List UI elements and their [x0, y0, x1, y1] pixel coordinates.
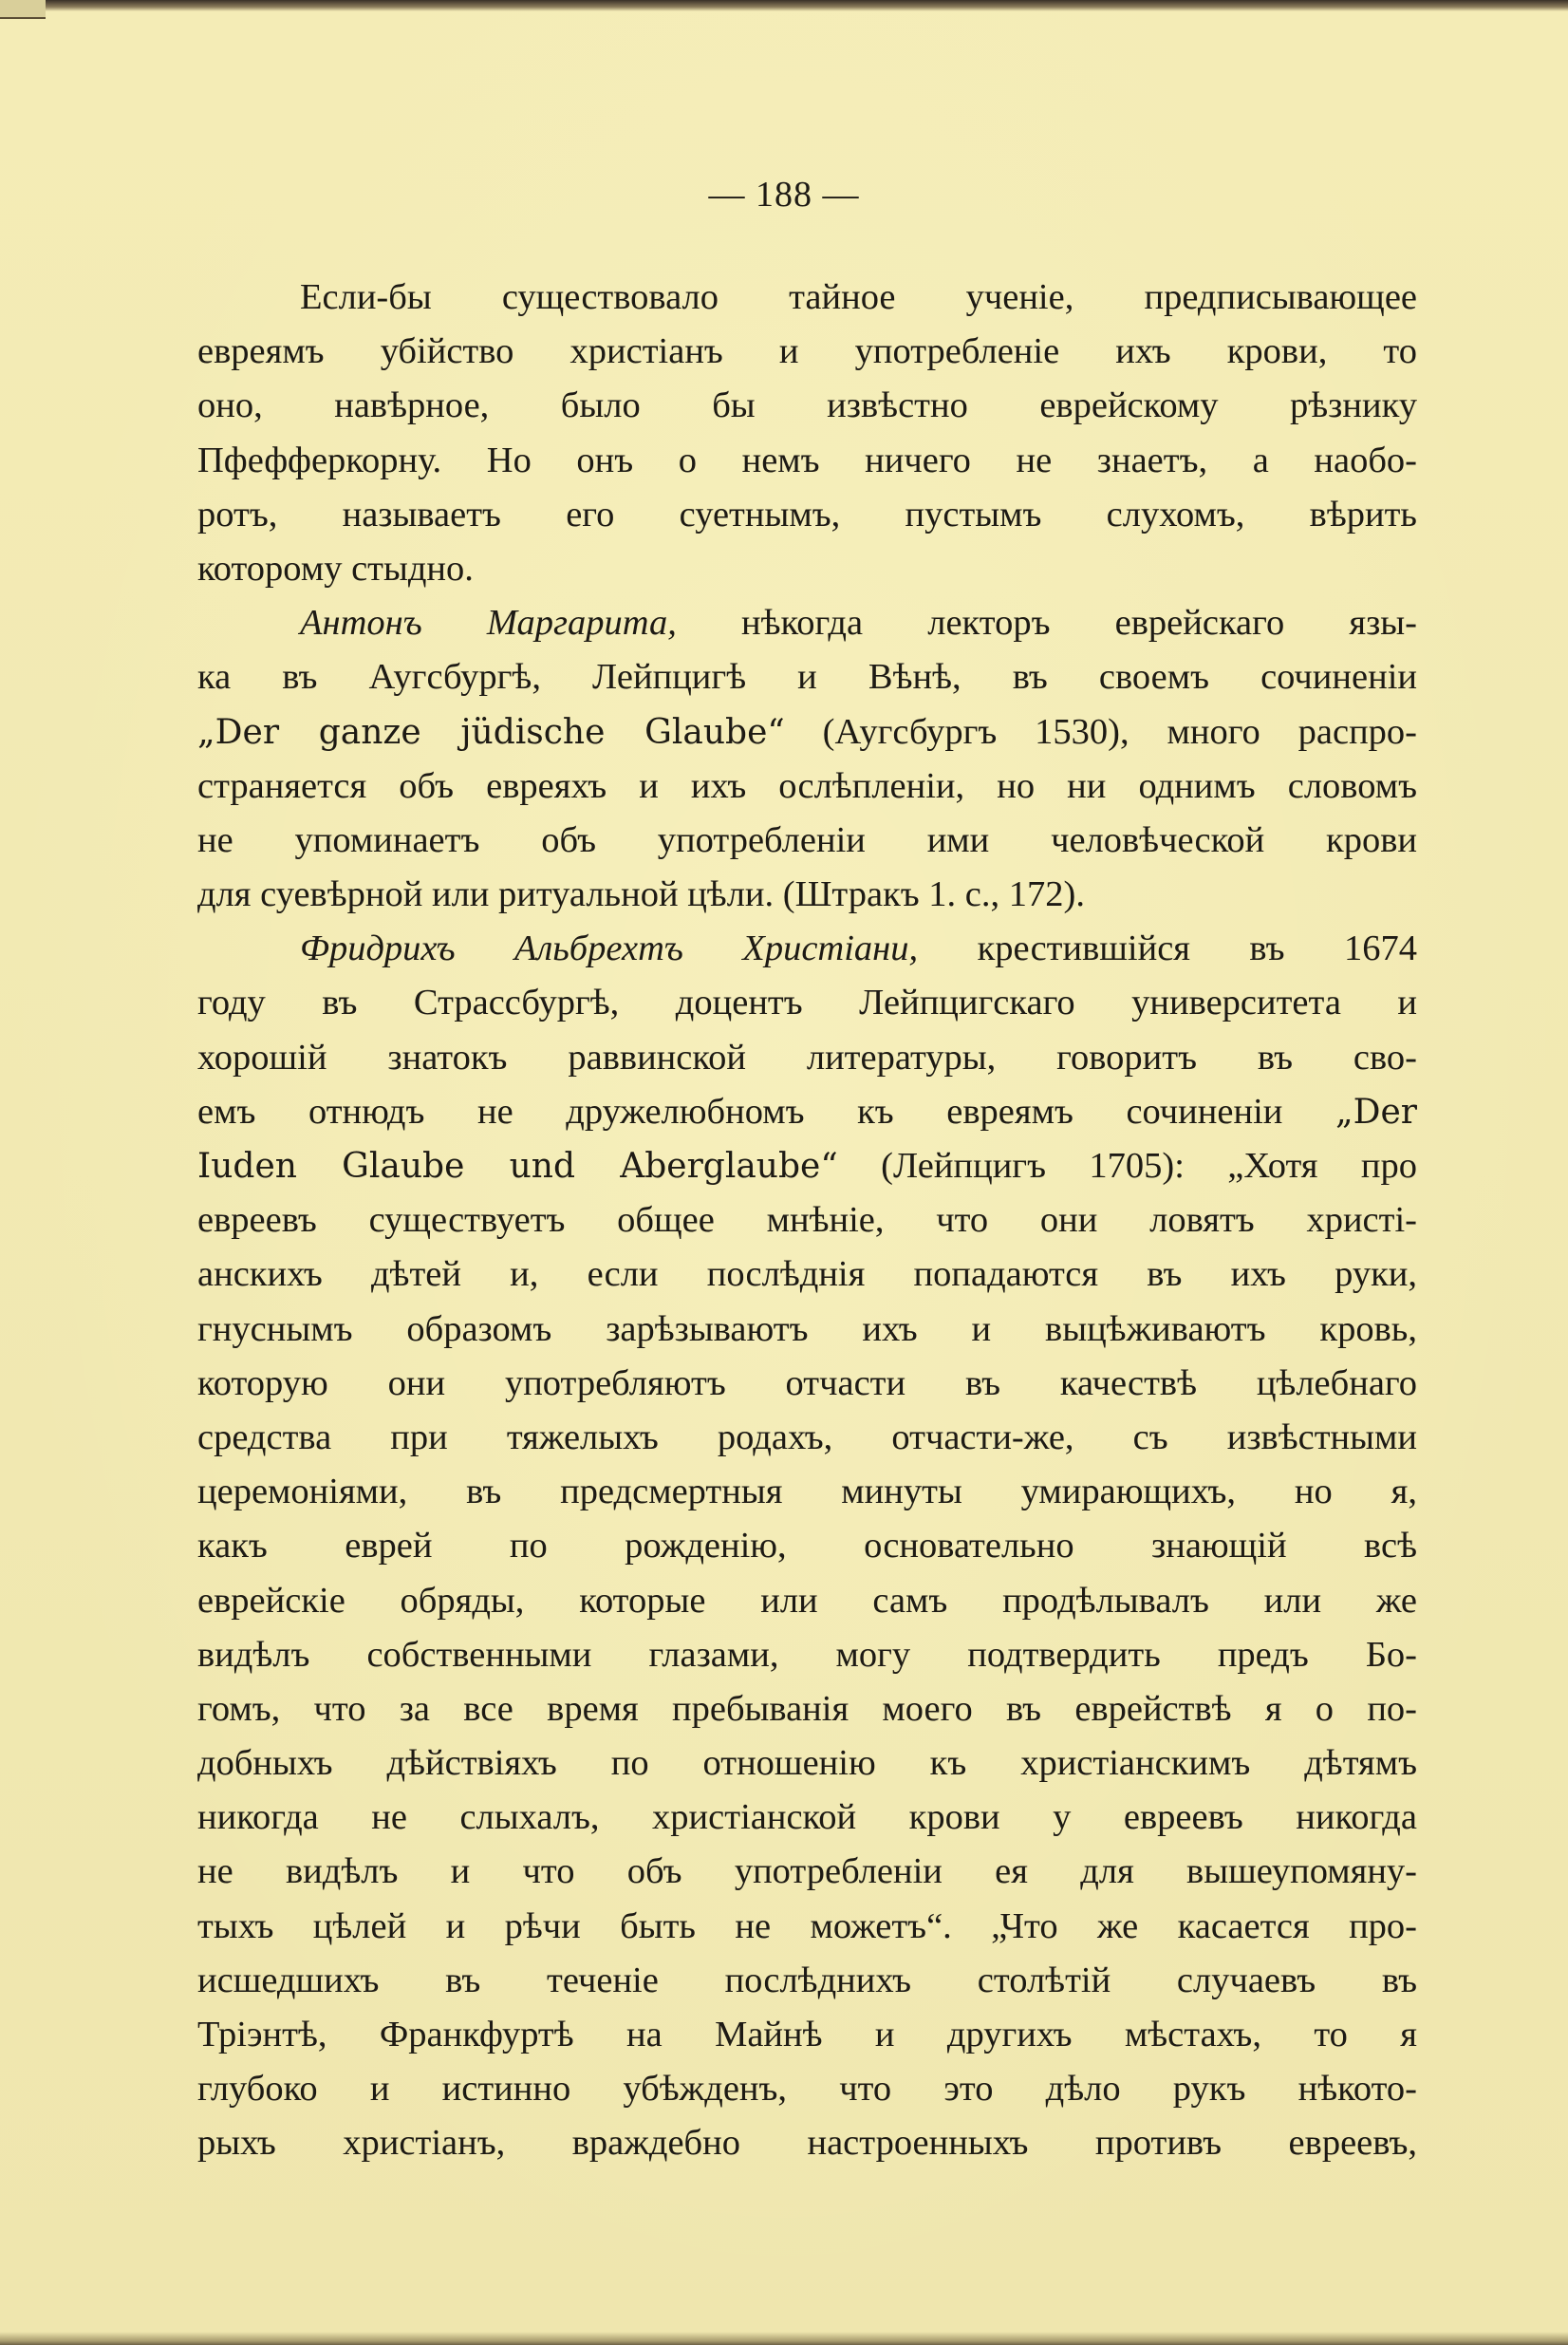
text-run: не упоминаетъ объ употребленіи ими человѣческой крови — [197, 819, 1417, 860]
scan-top-edge — [0, 0, 1568, 11]
text-run: рыхъ христіанъ, враждебно настроенныхъ противъ евреевъ, — [197, 2123, 1417, 2164]
book-title: „Der ganze jüdische Glaube“ — [197, 712, 785, 752]
text-line — [197, 542, 1417, 596]
text-run: гомъ, что за все время пребыванія моего въ еврействѣ я о по- — [197, 1688, 1417, 1729]
book-title: „Der — [1335, 1092, 1417, 1132]
text-run: Если-бы существовало тайное ученіе, предписывающее — [300, 277, 1417, 317]
text-run: крестившійся въ 1674 — [918, 929, 1417, 969]
text-run: какъ еврей по рожденію, основательно знающій всѣ — [197, 1526, 1417, 1566]
text-run: ка въ Аугсбургѣ, Лейпцигѣ и Вѣнѣ, въ своемъ сочиненіи — [197, 657, 1417, 698]
text-line — [197, 1519, 1417, 1573]
text-line — [197, 434, 1417, 488]
text-line — [197, 1303, 1417, 1357]
text-run: никогда не слыхалъ, христіанской крови у евреевъ никогда — [197, 1797, 1417, 1838]
text-run: нѣкогда лекторъ еврейскаго язы- — [676, 603, 1417, 644]
text-run: которую они употребляютъ отчасти въ качествѣ цѣлебнаго — [197, 1362, 1417, 1403]
book-title: Iuden Glaube und Aberglaube“ — [197, 1147, 838, 1186]
text-run: хорошій знатокъ раввинской литературы, говоритъ въ сво- — [197, 1037, 1417, 1078]
text-run: исшедшихъ въ теченіе послѣднихъ столѣтій случаевъ въ — [197, 1960, 1417, 2000]
text-line — [197, 1031, 1417, 1085]
text-line — [197, 976, 1417, 1030]
text-line — [197, 1954, 1417, 2008]
scan-bottom-edge — [0, 2332, 1568, 2345]
text-line — [197, 1357, 1417, 1411]
text-run: гнуснымъ образомъ зарѣзываютъ ихъ и выцѣживаютъ кровь, — [197, 1308, 1417, 1349]
text-run: Тріэнтѣ, Франкфуртѣ на Майнѣ и другихъ мѣстахъ, то я — [197, 2015, 1417, 2054]
text-line — [197, 922, 1417, 976]
text-line — [197, 868, 1417, 922]
text-run: анскихъ дѣтей и, если послѣднія попадаются въ ихъ руки, — [197, 1254, 1417, 1295]
text-line — [197, 1900, 1417, 1954]
text-run: емъ отнюдъ не дружелюбномъ къ евреямъ сочиненіи — [197, 1091, 1335, 1132]
text-run: оно, навѣрное, было бы извѣстно еврейскому рѣзнику — [197, 385, 1417, 426]
text-line — [197, 705, 1417, 760]
text-run: церемоніями, въ предсмертныя минуты умирающихъ, но я, — [197, 1472, 1417, 1512]
text-line — [197, 760, 1417, 814]
text-run: евреевъ существуетъ общее мнѣніе, что они ловятъ христі- — [197, 1200, 1417, 1241]
text-run: не видѣлъ и что объ употребленіи ея для вышеупомяну- — [197, 1851, 1417, 1892]
body-text — [197, 271, 1417, 2171]
text-run: Пфефферкорну. Но онъ о немъ ничего не знаетъ, а наобо- — [197, 440, 1417, 480]
text-line — [197, 2008, 1417, 2062]
text-line — [197, 1085, 1417, 1139]
scan-corner-mark — [0, 0, 46, 19]
text-run: тыхъ цѣлей и рѣчи быть не можетъ“. „Что же касается про- — [197, 1905, 1417, 1946]
text-line — [197, 325, 1417, 379]
text-line — [197, 1248, 1417, 1302]
text-line — [197, 1682, 1417, 1736]
text-line — [197, 2062, 1417, 2116]
text-run: страняется объ евреяхъ и ихъ ослѣпленіи, но ни однимъ словомъ — [197, 765, 1417, 806]
text-line — [197, 1574, 1417, 1628]
text-line — [197, 488, 1417, 542]
author-name: Антонъ Маргарита, — [300, 603, 677, 644]
text-line — [197, 1465, 1417, 1519]
page-number: — 188 — — [708, 175, 860, 215]
text-line — [197, 271, 1417, 325]
text-line — [197, 379, 1417, 433]
text-line — [197, 1193, 1417, 1248]
text-line — [197, 596, 1417, 650]
text-run: (Лейпцигъ 1705): „Хотя про — [837, 1146, 1417, 1186]
text-run: году въ Страссбургѣ, доцентъ Лейпцигскаго университета и — [197, 983, 1417, 1023]
text-run: ротъ, называетъ его суетнымъ, пустымъ слухомъ, вѣрить — [197, 494, 1417, 535]
text-run: еврейскіе обряды, которые или самъ продѣлывалъ или же — [197, 1580, 1417, 1621]
text-line — [197, 1845, 1417, 1899]
text-line — [197, 814, 1417, 868]
text-line — [197, 1139, 1417, 1193]
text-line — [197, 650, 1417, 704]
text-line — [197, 1791, 1417, 1845]
text-line — [197, 1736, 1417, 1791]
text-line — [197, 1411, 1417, 1465]
text-run: средства при тяжелыхъ родахъ, отчасти-же, съ извѣстными — [197, 1416, 1417, 1457]
text-run: глубоко и истинно убѣжденъ, что это дѣло рукъ нѣкото- — [197, 2069, 1417, 2110]
text-line — [197, 1628, 1417, 1682]
text-run: добныхъ дѣйствіяхъ по отношенію къ христіанскимъ дѣтямъ — [197, 1743, 1417, 1784]
text-run: для суевѣрной или ритуальной цѣли. (Штракъ 1. с., 172). — [197, 874, 1085, 915]
text-run: (Аугсбургъ 1530), много распро- — [784, 711, 1417, 752]
text-run: евреямъ убійство христіанъ и употребленіе ихъ крови, то — [197, 331, 1417, 372]
text-line — [197, 2116, 1417, 2170]
text-run: видѣлъ собственными глазами, могу подтвердить предъ Бо- — [197, 1634, 1417, 1675]
author-name: Фридрихъ Альбрехтъ Христіани, — [300, 929, 919, 969]
text-run: которому стыдно. — [197, 548, 474, 589]
